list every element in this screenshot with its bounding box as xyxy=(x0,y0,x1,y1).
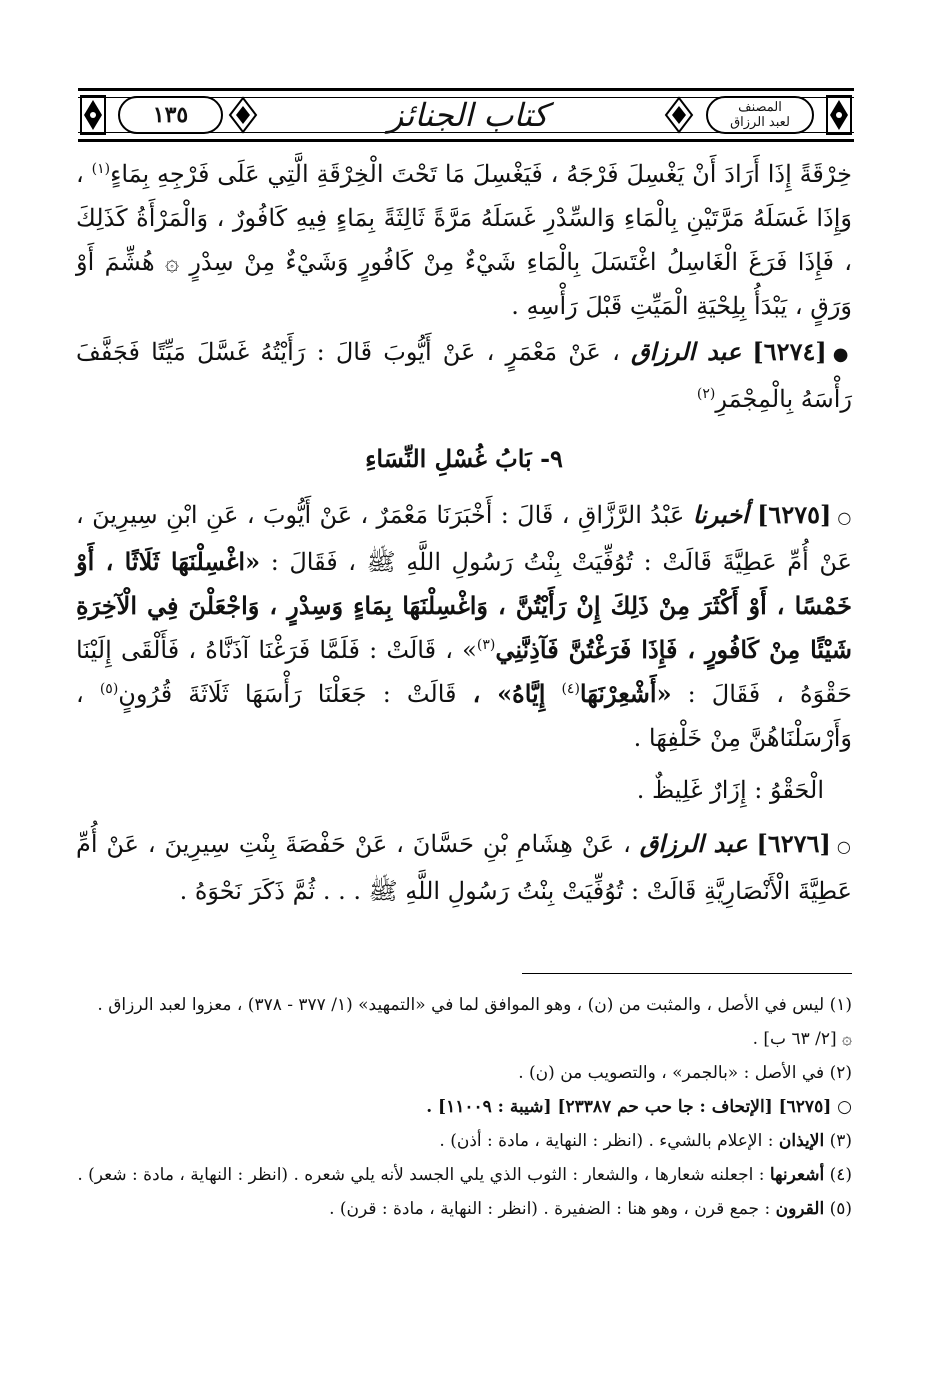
prophetic-quote-2: «أَشْعِرْنَهَا xyxy=(579,679,672,708)
hadith-6274: ●[٦٢٧٤] عبد الرزاق ، عَنْ مَعْمَرٍ ، عَنْ أَيُّوبَ قَالَ : رَأَيْتُهُ غَسَّلَ مَيِّتًا فَجَفَّفَ رَأْسَهُ بِالْمِجْمَرِ$^{(٢)}$ xyxy=(76,337,852,413)
narrator-name: عبد الرزاق xyxy=(639,829,748,858)
filled-bullet-icon: ● xyxy=(832,344,852,365)
right-ornament-icon xyxy=(824,88,854,142)
footnote-ref-4[interactable]: (٤) xyxy=(561,681,580,697)
narrator-name: عبد الرزاق xyxy=(631,337,742,366)
narrator-formula: أخبرنا xyxy=(692,500,749,529)
main-text xyxy=(76,152,852,913)
page-header xyxy=(78,88,854,142)
section-heading: ٩- بَابُ غُسْلِ النِّسَاءِ xyxy=(365,444,563,473)
footnote-1: (١) ليس في الأصل ، والمثبت من (ن) ، وهو الموافق لما في «التمهيد» (١/ ٣٧٧ - ٣٧٨) ، معزوا لعبد الرزاق . xyxy=(97,995,852,1015)
hollow-bullet-icon: ○ xyxy=(836,837,853,856)
footnote-ref-3[interactable]: (٣) xyxy=(476,637,496,653)
page-number: ١٣٥ xyxy=(118,96,223,134)
hadith-number: [٦٢٧٥] xyxy=(757,500,832,529)
gloss-note: الْحَقْوُ : إِزَارٌ غَلِيظٌ . xyxy=(636,776,824,804)
footnote-2: (٢) في الأصل : «بالجمر» ، والتصويب من (ن) . xyxy=(518,1063,852,1083)
footnote-separator xyxy=(522,973,852,974)
hadith-6275: ○[٦٢٧٥] أخبرنا عَبْدُ الرَّزَّاقِ ، قَالَ : أَخْبَرَنَا مَعْمَرٌ ، عَنْ أَيُّوبَ ، عَنِ ابْنِ سِيرِينَ ، عَنْ أُمِّ عَطِيَّةَ قَالَتْ : تُوُفِّيَتْ بِنْتُ رَسُولِ اللَّهِ ﷺ ، فَقَالَ : «اغْسِلْنَهَا ثَلَاثًا ، أَوْ خَمْسًا ، أَوْ أَكْثَرَ مِنْ ذَلِكَ إِنْ رَأَيْتُنَّ ، وَاغْسِلْنَهَا بِمَاءٍ وَسِدْرٍ ، وَاجْعَلْنَ فِي الْآخِرَةِ شَيْئًا مِنْ كَافُورٍ ، فَإِذَا فَرَغْتُنَّ فَآذِنَّنِي$^{(٣)}$» ، قَالَتْ : فَلَمَّا فَرَغْنَا آذَنَّاهُ ، فَأَلْقَى إِلَيْنَا حَقْوَهُ ، فَقَالَ : «أَشْعِرْنَهَا$^{(٤)}$ إِيَّاهُ» ، قَالَتْ : جَعَلْنَا رَأْسَهَا ثَلَاثَةَ قُرُونٍ$^{(٥)}$ ، وَأَرْسَلْنَاهُنَّ مِنْ خَلْفِهَا . xyxy=(76,500,853,752)
footnote-ref-1[interactable]: (١) xyxy=(91,161,111,177)
footnote-5: (٥) القرون : جمع قرن ، وهو هنا : الضفيرة . (انظر : النهاية ، مادة : قرن) . xyxy=(329,1199,852,1219)
footnote-3: (٣) الإيذان : الإعلام بالشيء . (انظر : النهاية ، مادة : أذن) . xyxy=(439,1131,852,1151)
inner-right-ornament-icon xyxy=(664,88,694,142)
hadith-6276: ○[٦٢٧٦] عبد الرزاق ، عَنْ هِشَامِ بْنِ حَسَّانَ ، عَنْ حَفْصَةَ بِنْتِ سِيرِينَ ، عَنْ أُمِّ عَطِيَّةَ الْأَنْصَارِيَّةِ قَالَتْ : تُوُفِّيَتْ بِنْتُ رَسُولِ اللَّهِ ﷺ . . . ثُمَّ ذَكَرَ نَحْوَهُ . xyxy=(76,829,853,905)
book-logo xyxy=(706,96,814,134)
footnote-4: (٤) أشعرنها : اجعلنه شعارها ، والشعار : الثوب الذي يلي الجسد لأنه يلي شعره . (انظر : النهاية ، مادة : شعر) . xyxy=(77,1165,852,1185)
book-logo-line1: المصنف xyxy=(738,100,782,115)
folio-note: ۞ [٢/ ٦٣ ب] . xyxy=(752,1029,852,1049)
footnotes xyxy=(76,990,852,1228)
footnote-ref-5[interactable]: (٥) xyxy=(99,681,119,697)
source-note-6275: ○ [٦٢٧٥] [الإتحاف : جا حب حم ٢٣٣٨٧] [شيبة : ١١٠٠٩] . xyxy=(426,1097,852,1117)
prophetic-quote: «اغْسِلْنَهَا ثَلَاثًا ، أَوْ خَمْسًا ، أَوْ أَكْثَرَ مِنْ ذَلِكَ إِنْ رَأَيْتُنَّ ، وَاغْسِلْنَهَا بِمَاءٍ وَسِدْرٍ ، وَاجْعَلْنَ فِي الْآخِرَةِ شَيْئًا مِنْ كَافُورٍ ، فَإِذَا فَرَغْتُنَّ فَآذِنَّنِي xyxy=(76,547,852,664)
paragraph-continuation: خِرْقَةً إِذَا أَرَادَ أَنْ يَغْسِلَ فَرْجَهُ ، فَيَغْسِلَ مَا تَحْتَ الْخِرْقَةِ الَّتِي عَلَى فَرْجِهِ بِمَاءٍ$^{(١)}$ ، وَإِذَا غَسَلَهُ مَرَّتَيْنِ بِالْمَاءِ وَالسِّدْرِ غَسَلَهُ مَرَّةً ثَالِثَةً بِمَاءٍ فِيهِ كَافُورٌ ، وَالْمَرْأَةُ كَذَلِكَ ، فَإِذَا فَرَغَ الْغَاسِلُ اغْتَسَلَ بِالْمَاءِ شَيْءٌ مِنْ كَافُورٍ وَشَيْءٌ مِنْ سِدْرٍ ۞ هُشِّمَ أَوْ وَرَقٍ ، يَبْدَأُ بِلِحْيَةِ الْمَيِّتِ قَبْلَ رَأْسِهِ . xyxy=(76,160,852,320)
book-logo-line2: لعبد الرزاق xyxy=(730,115,790,130)
chapter-title: كتاب الجنائز xyxy=(387,96,549,134)
footnote-ref-2[interactable]: (٢) xyxy=(696,386,716,402)
inner-left-ornament-icon xyxy=(228,88,258,142)
hadith-number: [٦٢٧٦] xyxy=(756,829,831,858)
hollow-bullet-icon: ○ xyxy=(837,508,853,527)
hadith-number: [٦٢٧٤] xyxy=(752,337,827,366)
left-ornament-icon xyxy=(78,88,108,142)
